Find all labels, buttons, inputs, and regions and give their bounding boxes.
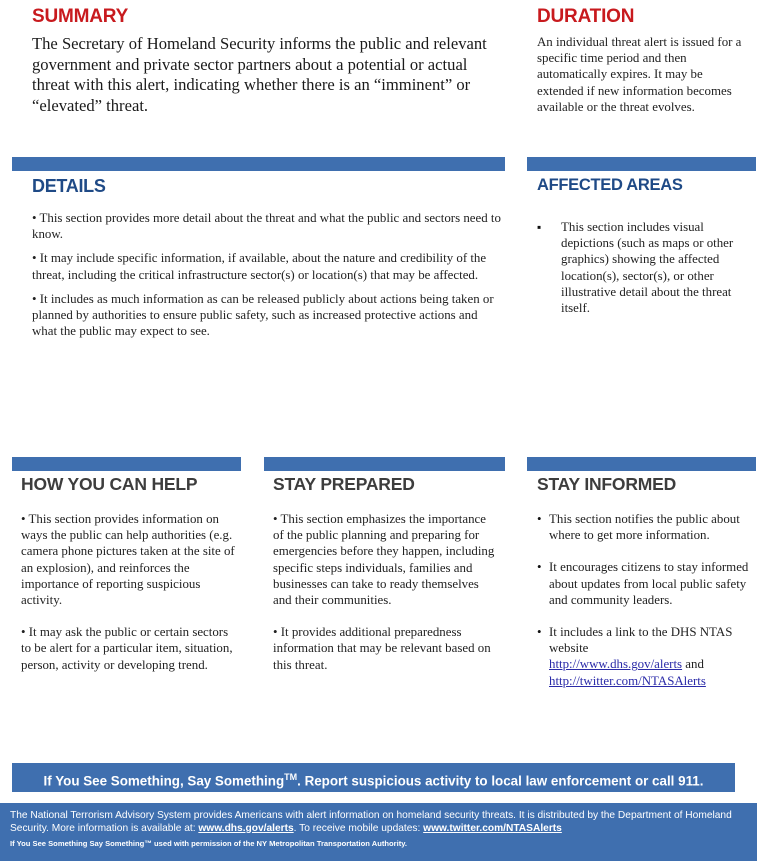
- details-section: [32, 176, 502, 347]
- footer-text: [10, 810, 747, 835]
- link-joiner: and: [682, 657, 704, 672]
- twitter-ntas-link[interactable]: http://twitter.com/NTASAlerts: [549, 673, 706, 688]
- help-divider-bar: [12, 457, 241, 471]
- help-item: • It may ask the public or certain sectors to be alert for a particular item, situation, person, activity or developing trend.: [21, 625, 233, 672]
- duration-heading: DURATION: [537, 6, 635, 27]
- footer-dhs-alerts-link[interactable]: www.dhs.gov/alerts: [198, 822, 294, 834]
- prepared-divider-bar: [264, 457, 505, 471]
- footer-twitter-link[interactable]: www.twitter.com/NTASAlerts: [423, 822, 562, 834]
- details-divider-bar: [12, 157, 505, 171]
- how-you-can-help-section: [21, 474, 236, 689]
- stay-informed-heading: STAY INFORMED: [537, 474, 677, 494]
- summary-section: [32, 6, 502, 116]
- details-item: • This section provides more detail about the threat and what the public and sectors need to know.: [32, 211, 501, 242]
- dhs-alerts-link[interactable]: http://www.dhs.gov/alerts: [549, 657, 683, 672]
- stay-prepared-heading: STAY PREPARED: [273, 474, 415, 494]
- details-item: • It may include specific information, if available, about the nature and credibility of the threat, including the critical infrastructure sector(s) or location(s) that may be affected.: [32, 251, 487, 282]
- footer-credit: If You See Something Say Something™ used with permission of the NY Metropolitan Transportation Authority.: [10, 839, 408, 849]
- informed-link-item-text: It includes a link to the DHS NTAS website: [549, 625, 733, 656]
- help-item: • This section provides information on ways the public can help authorities (e.g. camera phone pictures taken at the site of an explosion), and reinforces the importance of reporting suspicious activity.: [21, 512, 235, 608]
- footer: [0, 803, 757, 861]
- summary-heading: SUMMARY: [32, 6, 129, 27]
- details-item: • It includes as much information as can be released publicly about actions being taken or planned by authorities to ensure public safety, such as increased protective actions and what the public may expect to see.: [32, 291, 494, 339]
- see-something-banner: [12, 763, 735, 792]
- informed-link-item: [537, 624, 749, 689]
- prepared-item: • This section emphasizes the importance of the public planning and preparing for emergencies before they happen, including specific steps individuals, families and businesses can take to ready themselves and their communities.: [273, 512, 495, 608]
- stay-informed-section: [537, 474, 749, 705]
- affected-areas-list: [537, 219, 749, 316]
- informed-item: • It encourages citizens to stay informed about updates from local public safety and community leaders.: [537, 559, 749, 608]
- informed-item: • This section notifies the public about where to get more information.: [537, 511, 749, 543]
- banner-slogan: If You See Something, Say Something: [43, 773, 285, 789]
- duration-section: [537, 6, 747, 115]
- summary-text: The Secretary of Homeland Security informs the public and relevant government and private sector partners about a potential or actual threat with this alert, indicating whether there is an “imminent” or “elevated” threat.: [32, 34, 487, 115]
- affected-divider-bar: [527, 157, 756, 171]
- trademark-mark: TM: [284, 772, 298, 782]
- footer-text-part2: . To receive mobile updates:: [293, 822, 424, 834]
- how-you-can-help-heading: HOW YOU CAN HELP: [21, 474, 198, 494]
- details-heading: DETAILS: [32, 176, 106, 196]
- prepared-item: • It provides additional preparedness information that may be relevant based on this threat.: [273, 625, 491, 672]
- stay-informed-list: [537, 511, 749, 689]
- duration-text: An individual threat alert is issued for a specific time period and then automatically expires. It may be extended if new information becomes available or the threat evolves.: [537, 35, 742, 114]
- affected-areas-section: [537, 176, 749, 316]
- affected-areas-heading: AFFECTED AREAS: [537, 176, 683, 194]
- banner-message: . Report suspicious activity to local law enforcement or call 911.: [297, 773, 704, 789]
- informed-divider-bar: [527, 457, 756, 471]
- affected-areas-item: ▪ This section includes visual depictions (such as maps or other graphics) showing the affected location(s), sector(s), or other illustrative detail about the threat itself.: [537, 219, 749, 316]
- stay-prepared-section: [273, 474, 498, 689]
- footer-text-part1: The National Terrorism Advisory System provides Americans with alert information on homeland security threats. It is distributed by the Department of Homeland Security. More information is available at:: [10, 810, 732, 834]
